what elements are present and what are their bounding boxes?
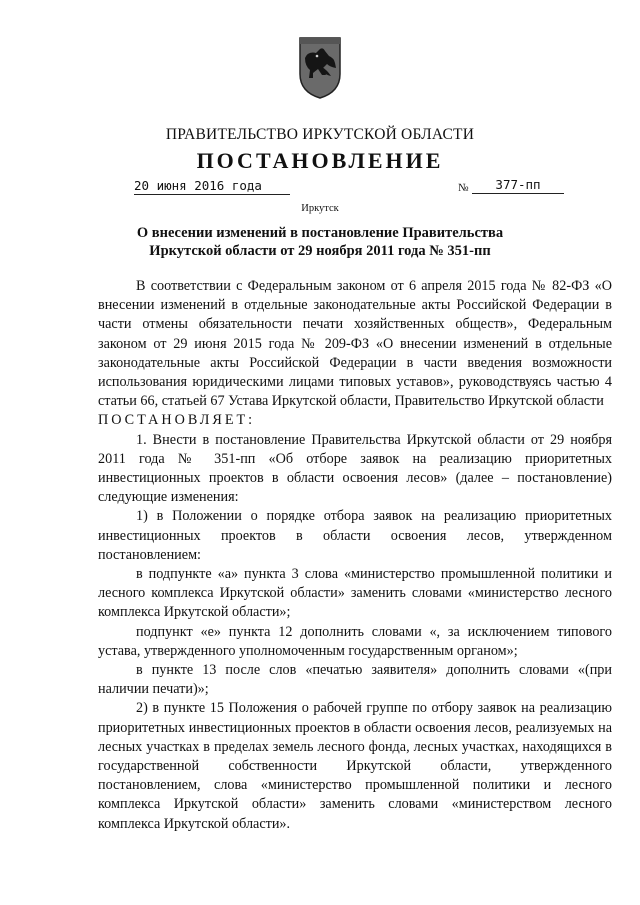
government-name: ПРАВИТЕЛЬСТВО ИРКУТСКОЙ ОБЛАСТИ (165, 126, 475, 143)
preamble-paragraph: В соответствии с Федеральным законом от 6 апреля 2015 года № 82-ФЗ «О внесении изменений в отдельные законодательные акты Российской Федерации в части отмены обязательности печати хозяйственных обществ», Федеральным законом от 29 июня 2015 года № 209-ФЗ «О внесении изменений в отдельные законодательные акты Российской Федерации в части введения возможности использования юридическими лицами типовых уставов», руководствуясь частью 4 статьи 66, статьей 67 Устава Иркутской области, Правительство Иркутской области (98, 278, 612, 410)
document-date: 20 июня 2016 года (134, 178, 290, 195)
document-body (98, 277, 612, 834)
subitem-1-paragraph: 1) в Положении о порядке отбора заявок на реализацию приоритетных инвестиционных проектов в области освоения лесов, утвержденном постановлением: (98, 508, 612, 563)
subitem-2-paragraph: 2) в пункте 15 Положения о рабочей группе по отбору заявок на реализацию приоритетных инвестиционных проектов в области освоения лесов, реализуемых на лесных участках в пределах земель лесного фонда, лесных участках, находящихся в государственной собственности Иркутской области, утвержденного постановлением, слова «министерство промышленной политики и лесного комплекса Иркутской области» заменить словами «министерством лесного комплекса Иркутской области». (98, 700, 612, 832)
amendment-paragraph: в подпункте «а» пункта 3 слова «министерство промышленной политики и лесного комплекса Иркутской области» заменить словами «министерство лесного комплекса Иркутской области»; (98, 566, 612, 621)
city: Иркутск (301, 203, 339, 214)
item-1-paragraph: 1. Внести в постановление Правительства Иркутской области от 29 ноября 2011 года № 351-пп «Об отборе заявок на реализацию приоритетных инвестиционных проектов в области освоения лесов» (далее – постановление) следующие изменения: (98, 431, 612, 506)
amendment-paragraph: подпункт «е» пункта 12 дополнить словами «, за исключением типового устава, утвержденного уполномоченным государственным органом»; (98, 623, 612, 659)
document-type: ПОСТАНОВЛЕНИЕ (196, 148, 444, 173)
amendment-paragraph: в пункте 13 после слов «печатью заявителя» дополнить словами «(при наличии печати)»; (98, 662, 612, 698)
resolves-heading: ПОСТАНОВЛЯЕТ: (98, 412, 256, 429)
document-number: 377-пп (472, 177, 564, 194)
number-sign: № (458, 182, 469, 194)
irkutsk-coat-of-arms-icon (296, 34, 344, 100)
document-title: О внесении изменений в постановление Правительства Иркутской области от 29 ноября 2011 года № 351-пп (136, 225, 504, 259)
